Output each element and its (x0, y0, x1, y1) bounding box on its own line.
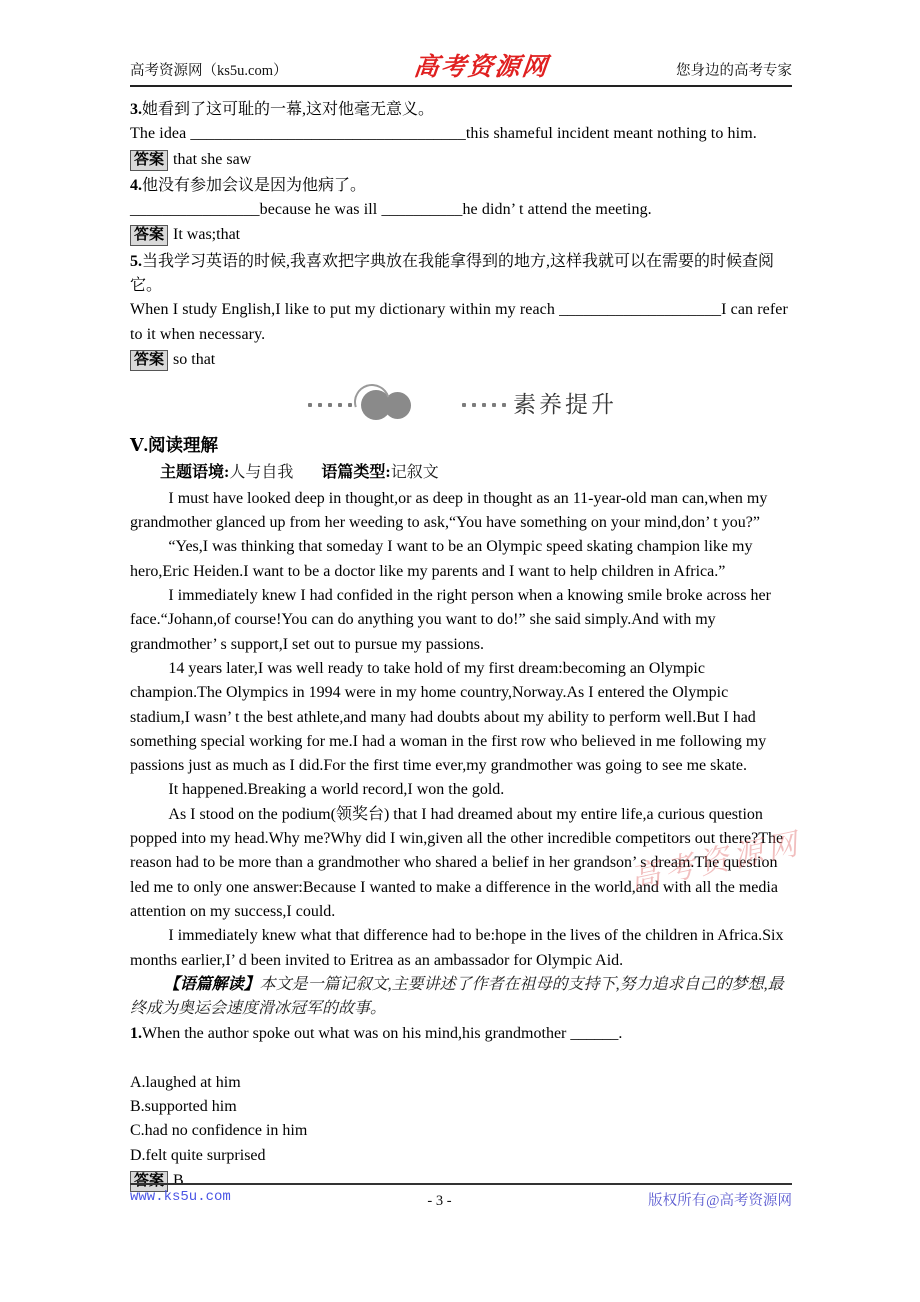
header-slogan: 您身边的高考专家 (676, 63, 792, 79)
passage-paragraph: “Yes,I was thinking that someday I want to be an Olympic speed skating champion like my hero,Eric Heiden.I want to be a doctor like my parents and I want to help children in Africa.” (130, 538, 753, 580)
passage-paragraph: I must have looked deep in thought,or as deep in thought as an 11-year-old man can,when my grandmother glanced up from her weeding to ask,“You have something on your mind,don’ t you?” (130, 489, 768, 532)
dotted-line-icon (305, 403, 355, 407)
exercise-4-answer: It was;that (173, 226, 241, 244)
exercise-4-number: 4. (130, 176, 142, 194)
question-1 (130, 1022, 792, 1046)
exercise-3-number: 3. (130, 101, 142, 118)
exercise-5-chinese (130, 250, 792, 299)
passage-meta (130, 461, 792, 485)
question-1-number: 1. (130, 1025, 142, 1043)
exercise-5-english: When I study English,I like to put my dictionary within my reach ____________________I can refer to it when necessary. (130, 301, 788, 343)
exercise-5-sentence: 当我学习英语的时候,我喜欢把字典放在我能拿得到的地方,这样我就可以在需要的时候查阅它。 (130, 252, 775, 295)
analysis-label: 【语篇解读】 (163, 975, 260, 993)
double-circle-icon (361, 390, 411, 420)
exercise-3-sentence: 她看到了这可耻的一幕,这对他毫无意义。 (142, 101, 435, 118)
exercise-3-chinese (130, 98, 792, 122)
section-divider-banner (130, 385, 792, 425)
genre-value: 记叙文 (390, 463, 439, 481)
exercise-3-answer: that she saw (173, 150, 252, 168)
site-logo: 高考资源网 (412, 54, 551, 81)
exercise-5-answer: so that (173, 350, 216, 368)
reading-passage (130, 487, 792, 973)
exercise-3-answer-row (130, 148, 792, 172)
exercise-4-answer-row (130, 223, 792, 247)
question-1-text: When the author spoke out what was on his mind,his grandmother ______. (142, 1025, 623, 1043)
option-c: C.had no confidence in him (130, 1122, 308, 1140)
exercise-4-sentence: 他没有参加会议是因为他病了。 (142, 176, 367, 194)
passage-paragraph: 14 years later,I was well ready to take hold of my first dream:becoming an Olympic champion.The Olympics in 1994 were in my home country,Norway.As I entered the Olympic stadium,I wasn’ t the best athlete,and many had doubts about my ability to perform well.But I had something special working for me.I had a woman in the first row who believed in me following my passions just as much as I did.For the first time ever,my grandmother was going to see me skate. (130, 659, 767, 775)
section-title: Ⅴ.阅读理解 (130, 435, 218, 456)
passage-paragraph: It happened.Breaking a world record,I won the gold. (168, 781, 505, 799)
question-1-answer: B (173, 1171, 184, 1189)
exercise-5-answer-row (130, 348, 792, 372)
answer-label-badge: 答案 (130, 1171, 168, 1192)
question-1-options (130, 1071, 792, 1168)
option-b: B.supported him (130, 1097, 237, 1115)
dotted-line-icon (459, 403, 509, 407)
footer-site-url: www.ks5u.com (130, 1189, 231, 1205)
passage-paragraph: I immediately knew what that difference had to be:hope in the lives of the children in Africa.Six months earlier,I’ d been invited to Eritrea as an ambassador for Olympic Aid. (130, 927, 784, 969)
answer-label-badge: 答案 (130, 225, 168, 246)
answer-label-badge: 答案 (130, 150, 168, 171)
document-body (130, 98, 792, 1193)
banner-title: 素养提升 (513, 392, 617, 418)
exercise-4-chinese (130, 174, 792, 198)
option-a: A.laughed at him (130, 1073, 241, 1091)
header-site-name: 高考资源网（ks5u.com） (130, 63, 288, 79)
page-number: - 3 - (427, 1193, 452, 1209)
exercise-4-english: ________________because he was ill __________he didn’ t attend the meeting. (130, 201, 652, 219)
topic-value: 人与自我 (229, 463, 294, 481)
passage-paragraph: As I stood on the podium(领奖台) that I had dreamed about my entire life,a curious question popped into my head.Why me?Why did I win,given all the other incredible competitors out there?The reason had to be more than a grandmother who shared a belief in her grandson’ s dream.The question led me to only one answer:Because I wanted to make a difference in the world,and with all the media attention on my success,I could. (130, 805, 784, 920)
footer-copyright: 版权所有@高考资源网 (648, 1193, 792, 1209)
page-footer (130, 1183, 792, 1210)
answer-label-badge: 答案 (130, 350, 168, 371)
passage-paragraph: I immediately knew I had confided in the right person when a knowing smile broke across her face.“Johann,of course!You can do anything you want to do!” she said simply.And with my grandmother’ s support,I set out to pursue my passions. (130, 587, 771, 653)
topic-label: 主题语境: (160, 463, 230, 481)
site-watermark: 高考资源网 (627, 827, 806, 896)
exercise-5-number: 5. (130, 252, 142, 270)
passage-analysis (130, 973, 792, 1022)
page-header (130, 0, 792, 87)
genre-label: 语篇类型: (321, 463, 391, 481)
exercise-3-english: The idea __________________________________this shameful incident meant nothing to him. (130, 125, 757, 143)
option-d: D.felt quite surprised (130, 1146, 266, 1164)
analysis-text: 本文是一篇记叙文,主要讲述了作者在祖母的支持下,努力追求自己的梦想,最终成为奥运会速度滑冰冠军的故事。 (130, 975, 784, 1018)
